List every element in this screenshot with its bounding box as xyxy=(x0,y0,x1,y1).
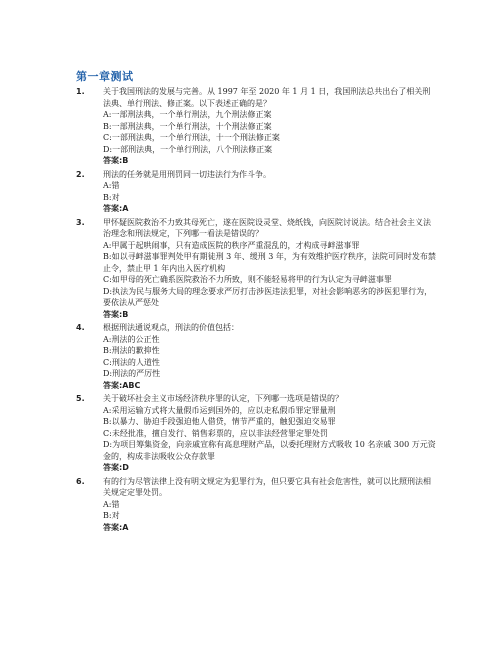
option-a: A:刑法的公正性 xyxy=(103,334,160,344)
option-b: B:一部刑法典，一个单行刑法，十个刑法修正案 xyxy=(103,121,272,131)
question-text: 关于我国刑法的发展与完善。从 1997 年至 2020 年 1 月 1 日，我国刑法总共出台了相关刑法典、单行刑法、修正案。以下表述正确的是？ xyxy=(103,87,431,108)
question-number: 1. xyxy=(76,87,85,96)
answer: 答案:A xyxy=(103,522,129,532)
question-3 xyxy=(76,217,436,321)
option-c: C:如甲母的死亡确系医院救治不力所致，则不能轻易将甲的行为认定为寻衅滋事罪 xyxy=(103,275,392,284)
question-number: 4. xyxy=(76,323,85,332)
option-d: D:刑法的严厉性 xyxy=(103,369,161,378)
question-text: 有的行为尽管法律上没有明文规定为犯罪行为，但只要它具有社会危害性，就可以比照刑法相关规定定罪处罚。 xyxy=(103,476,431,497)
option-b: B:对 xyxy=(103,192,120,202)
question-1 xyxy=(76,86,436,167)
option-c: C:未经批准，擅自发行、销售彩票的，应以非法经营罪定罪处罚 xyxy=(103,428,328,438)
question-text: 根据刑法通说观点，刑法的价值包括： xyxy=(103,323,239,332)
answer: 答案:ABC xyxy=(103,380,141,390)
question-text: 甲怀疑医院救治不力致其母死亡，遂在医院设灵堂、烧纸钱，向医院讨说法。结合社会主义法治理念和刑法规定，下列哪一看法是错误的？ xyxy=(103,217,431,238)
option-a: A:错 xyxy=(103,181,120,190)
option-b: B:以暴力、胁迫手段强迫他人借贷，情节严重的，触犯强迫交易罪 xyxy=(103,417,336,426)
option-b: B:对 xyxy=(103,511,120,520)
question-number: 6. xyxy=(76,476,85,486)
question-number: 2. xyxy=(76,169,85,179)
answer: 答案:B xyxy=(103,309,129,319)
question-6 xyxy=(76,476,436,534)
question-4 xyxy=(76,322,436,391)
option-b: B:如以寻衅滋事罪判处甲有期徒刑 3 年、缓刑 3 年，为有效维护医疗秩序，法院可同时发布禁止令，禁止甲 1 年内出入医疗机构 xyxy=(103,252,436,273)
question-number: 3. xyxy=(76,217,85,227)
question-5 xyxy=(76,393,436,474)
option-a: A:甲属于起哄闹事，只有造成医院的秩序严重混乱的，才构成寻衅滋事罪 xyxy=(103,240,360,250)
option-d: D:为项目筹集资金，向亲戚宣称有高息理财产品，以委托理财方式吸收 10 名亲戚 300 万元资金的，构成非法吸收公众存款罪 xyxy=(103,440,436,461)
option-b: B:刑法的歉抑性 xyxy=(103,346,160,355)
option-a: A:采用运输方式将大量假币运到国外的，应以走私假币罪定罪量刑 xyxy=(103,405,336,415)
question-list xyxy=(76,86,436,535)
option-d: D:一部刑法典，一个单行刑法，八个刑法修正案 xyxy=(103,144,273,154)
answer: 答案:B xyxy=(103,156,129,165)
question-2 xyxy=(76,169,436,215)
question-number: 5. xyxy=(76,394,85,403)
option-a: A:一部刑法典，一个单行刑法，九个刑法修正案 xyxy=(103,110,272,119)
option-d: D:执法为民与服务大局的理念要求严厉打击涉医违法犯罪，对社会影响恶劣的涉医犯罪行为，要依法从严惩处 xyxy=(103,286,433,307)
question-text: 关于破坏社会主义市场经济秩序罪的认定，下列哪一选项是错误的？ xyxy=(103,394,343,403)
answer: 答案:D xyxy=(103,463,129,472)
option-a: A:错 xyxy=(103,499,120,509)
option-c: C:一部刑法典，一个单行刑法，十一个刑法修正案 xyxy=(103,133,280,142)
answer: 答案:A xyxy=(103,204,129,213)
chapter-title: 第一章测试 xyxy=(76,70,134,83)
option-c: C:刑法的人道性 xyxy=(103,357,160,367)
question-text: 刑法的任务就是用刑罚同一切违法行为作斗争。 xyxy=(103,169,271,179)
